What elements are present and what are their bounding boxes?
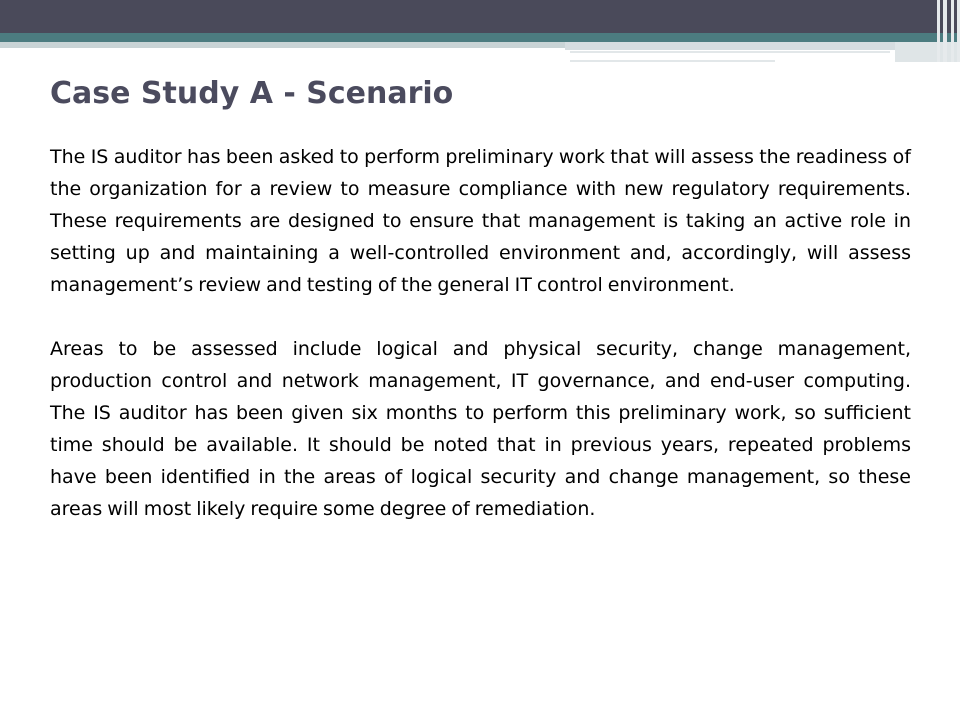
header-banner-line [570, 51, 890, 53]
body-paragraph: Areas to be assessed include logical and physical security, change management, production control and network management, IT governance, and end-user computing. The IS auditor has been given six months to perform this preliminary work, so sufficient time should be available. It should be noted that in previous years, repeated problems have been identified in the areas of logical security and change management, so these areas will most likely require some degree of remediation. [50, 338, 911, 520]
header-banner-accent [565, 42, 895, 50]
header-edge-stripes [930, 0, 960, 62]
slide-title: Case Study A - Scenario [50, 76, 454, 111]
header-banner-dark [0, 0, 960, 33]
body-paragraph: The IS auditor has been asked to perform preliminary work that will assess the readiness of the organization for a review to measure compliance with new regulatory requirements. These requirements are designed to ensure that management is taking an active role in setting up and maintaining a well-controlled environment and, accordingly, will assess management’s review and testing of the general IT control environment. [50, 146, 911, 296]
header-banner-teal [0, 33, 960, 42]
header-banner-line [570, 60, 775, 62]
slide-body [50, 141, 911, 525]
header-banner-accent [0, 42, 565, 48]
